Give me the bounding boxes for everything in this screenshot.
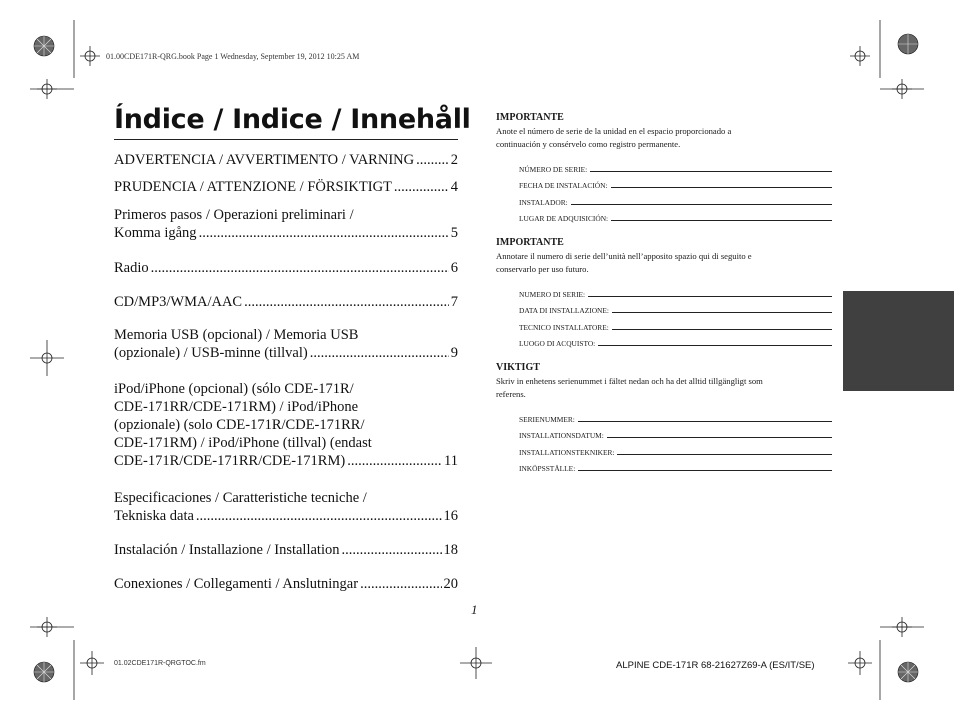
toc-entry-text: (opzionale) (solo CDE-171R/CDE-171RR/	[114, 417, 365, 433]
toc-entry-text: Komma igång	[114, 225, 197, 241]
toc-entry[interactable]	[114, 151, 458, 169]
field-label: FECHA DE INSTALACIÓN:	[519, 181, 608, 190]
important-block-se	[496, 362, 832, 473]
toc-leader	[151, 259, 449, 277]
write-line	[578, 470, 832, 471]
toc-page: 7	[450, 294, 458, 310]
toc-leader	[196, 507, 442, 525]
toc-entry[interactable]	[114, 206, 458, 242]
toc-entry-text: Especificaciones / Caratteristiche tecniche /	[114, 490, 367, 506]
toc-leader	[199, 224, 449, 242]
install-date-field[interactable]	[519, 174, 832, 191]
toc-leader	[416, 151, 449, 169]
toc-entry-text: Memoria USB (opcional) / Memoria USB	[114, 327, 359, 343]
field-label: SERIENUMMER:	[519, 414, 575, 424]
page-number: 1	[471, 602, 478, 617]
write-line	[612, 329, 832, 330]
important-desc: conservarlo per uso futuro.	[496, 264, 589, 274]
write-line	[607, 437, 832, 438]
toc-leader	[360, 575, 441, 593]
toc-entry[interactable]	[114, 575, 458, 593]
toc-leader	[244, 293, 449, 311]
write-line	[617, 454, 832, 455]
toc-leader	[310, 344, 449, 362]
toc-entry[interactable]	[114, 326, 458, 362]
installer-field[interactable]	[519, 190, 832, 207]
header-meta: 01.00CDE171R-QRG.book Page 1 Wednesday, September 19, 2012 10:25 AM	[106, 52, 360, 61]
toc-entry-text: CDE-171RM) / iPod/iPhone (tillval) (endast	[114, 435, 372, 451]
write-line	[590, 171, 832, 172]
purchase-place-field[interactable]	[519, 457, 832, 474]
toc-leader	[347, 452, 442, 470]
toc-entry[interactable]	[114, 259, 458, 277]
field-label: LUGAR DE ADQUISICIÓN:	[519, 214, 609, 223]
field-label: INSTALLATIONSTEKNIKER:	[519, 447, 615, 457]
toc-leader	[342, 541, 442, 559]
serial-number-field[interactable]	[519, 282, 832, 299]
toc-page: 18	[443, 542, 458, 558]
serial-number-field[interactable]	[519, 157, 832, 174]
toc-page: 20	[443, 576, 458, 592]
install-date-field[interactable]	[519, 299, 832, 316]
toc-entry-text: PRUDENCIA / ATTENZIONE / FÖRSIKTIGT	[114, 179, 392, 195]
important-desc: Skriv in enhetens serienummet i fältet nedan och ha det alltid tillgängligt som	[496, 376, 763, 386]
important-heading: IMPORTANTE	[496, 112, 564, 123]
toc-page: 9	[450, 345, 458, 361]
write-line	[578, 421, 832, 422]
field-label: INSTALLATIONSDATUM:	[519, 431, 604, 440]
toc-entry-text: CDE-171R/CDE-171RR/CDE-171RM)	[114, 453, 346, 469]
toc-leader	[394, 178, 449, 196]
write-line	[588, 296, 832, 297]
toc-entry-text: CDE-171RR/CDE-171RM) / iPod/iPhone	[114, 399, 359, 415]
field-label: LUOGO DI ACQUISTO:	[519, 339, 596, 348]
field-label: INSTALADOR:	[519, 197, 568, 207]
field-label: INKÖPSSTÄLLE:	[519, 464, 576, 473]
important-heading: IMPORTANTE	[496, 237, 564, 248]
important-desc: referens.	[496, 389, 526, 399]
write-line	[611, 220, 832, 221]
toc-page: 5	[450, 225, 458, 241]
toc-entry-text: iPod/iPhone (opcional) (sólo CDE-171R/	[114, 381, 354, 397]
write-line	[612, 312, 832, 313]
toc-entry-text: Radio	[114, 260, 149, 276]
field-label: DATA DI INSTALLAZIONE:	[519, 306, 609, 315]
installer-field[interactable]	[519, 315, 832, 332]
toc-entry-text: Primeros pasos / Operazioni preliminari /	[114, 207, 354, 223]
field-label: NÚMERO DE SERIE:	[519, 164, 588, 174]
toc-entry-text: Tekniska data	[114, 508, 194, 524]
toc-entry-text: CD/MP3/WMA/AAC	[114, 294, 243, 310]
install-date-field[interactable]	[519, 424, 832, 441]
field-label: TECNICO INSTALLATORE:	[519, 322, 609, 332]
toc-entry-text: Conexiones / Collegamenti / Anslutningar	[114, 576, 359, 592]
footer-model: ALPINE CDE-171R 68-21627Z69-A (ES/IT/SE)	[616, 660, 815, 671]
important-block-es	[496, 112, 832, 223]
purchase-place-field[interactable]	[519, 207, 832, 224]
write-line	[571, 204, 832, 205]
side-tab	[843, 291, 954, 391]
toc-entry-text: (opzionale) / USB-minne (tillval)	[114, 345, 308, 361]
important-desc: Annotare il numero di serie dell’unità nell’apposito spazio qui di seguito e	[496, 251, 752, 261]
toc-entry[interactable]	[114, 178, 458, 196]
important-block-it	[496, 237, 832, 348]
important-heading: VIKTIGT	[496, 362, 540, 373]
toc-entry[interactable]	[114, 293, 458, 311]
toc-entry-text: Instalación / Installazione / Installation	[114, 542, 340, 558]
write-line	[611, 187, 832, 188]
purchase-place-field[interactable]	[519, 332, 832, 349]
page-title: Índice / Indice / Innehåll	[114, 104, 458, 140]
toc-page: 11	[444, 453, 458, 469]
toc-entry-text: ADVERTENCIA / AVVERTIMENTO / VARNING	[114, 152, 415, 168]
important-desc: Anote el número de serie de la unidad en el espacio proporcionado a	[496, 126, 732, 136]
toc-page: 4	[450, 179, 458, 195]
toc-page: 2	[450, 152, 458, 168]
installer-field[interactable]	[519, 440, 832, 457]
toc-entry[interactable]	[114, 380, 458, 470]
write-line	[598, 345, 832, 346]
toc-page: 6	[450, 260, 458, 276]
toc-entry[interactable]	[114, 489, 458, 525]
field-label: NUMERO DI SERIE:	[519, 289, 586, 299]
serial-number-field[interactable]	[519, 407, 832, 424]
toc-page: 16	[443, 508, 458, 524]
important-desc: continuación y consérvelo como registro permanente.	[496, 139, 681, 149]
toc-entry[interactable]	[114, 541, 458, 559]
footer-file: 01.02CDE171R-QRGTOC.fm	[114, 660, 206, 667]
